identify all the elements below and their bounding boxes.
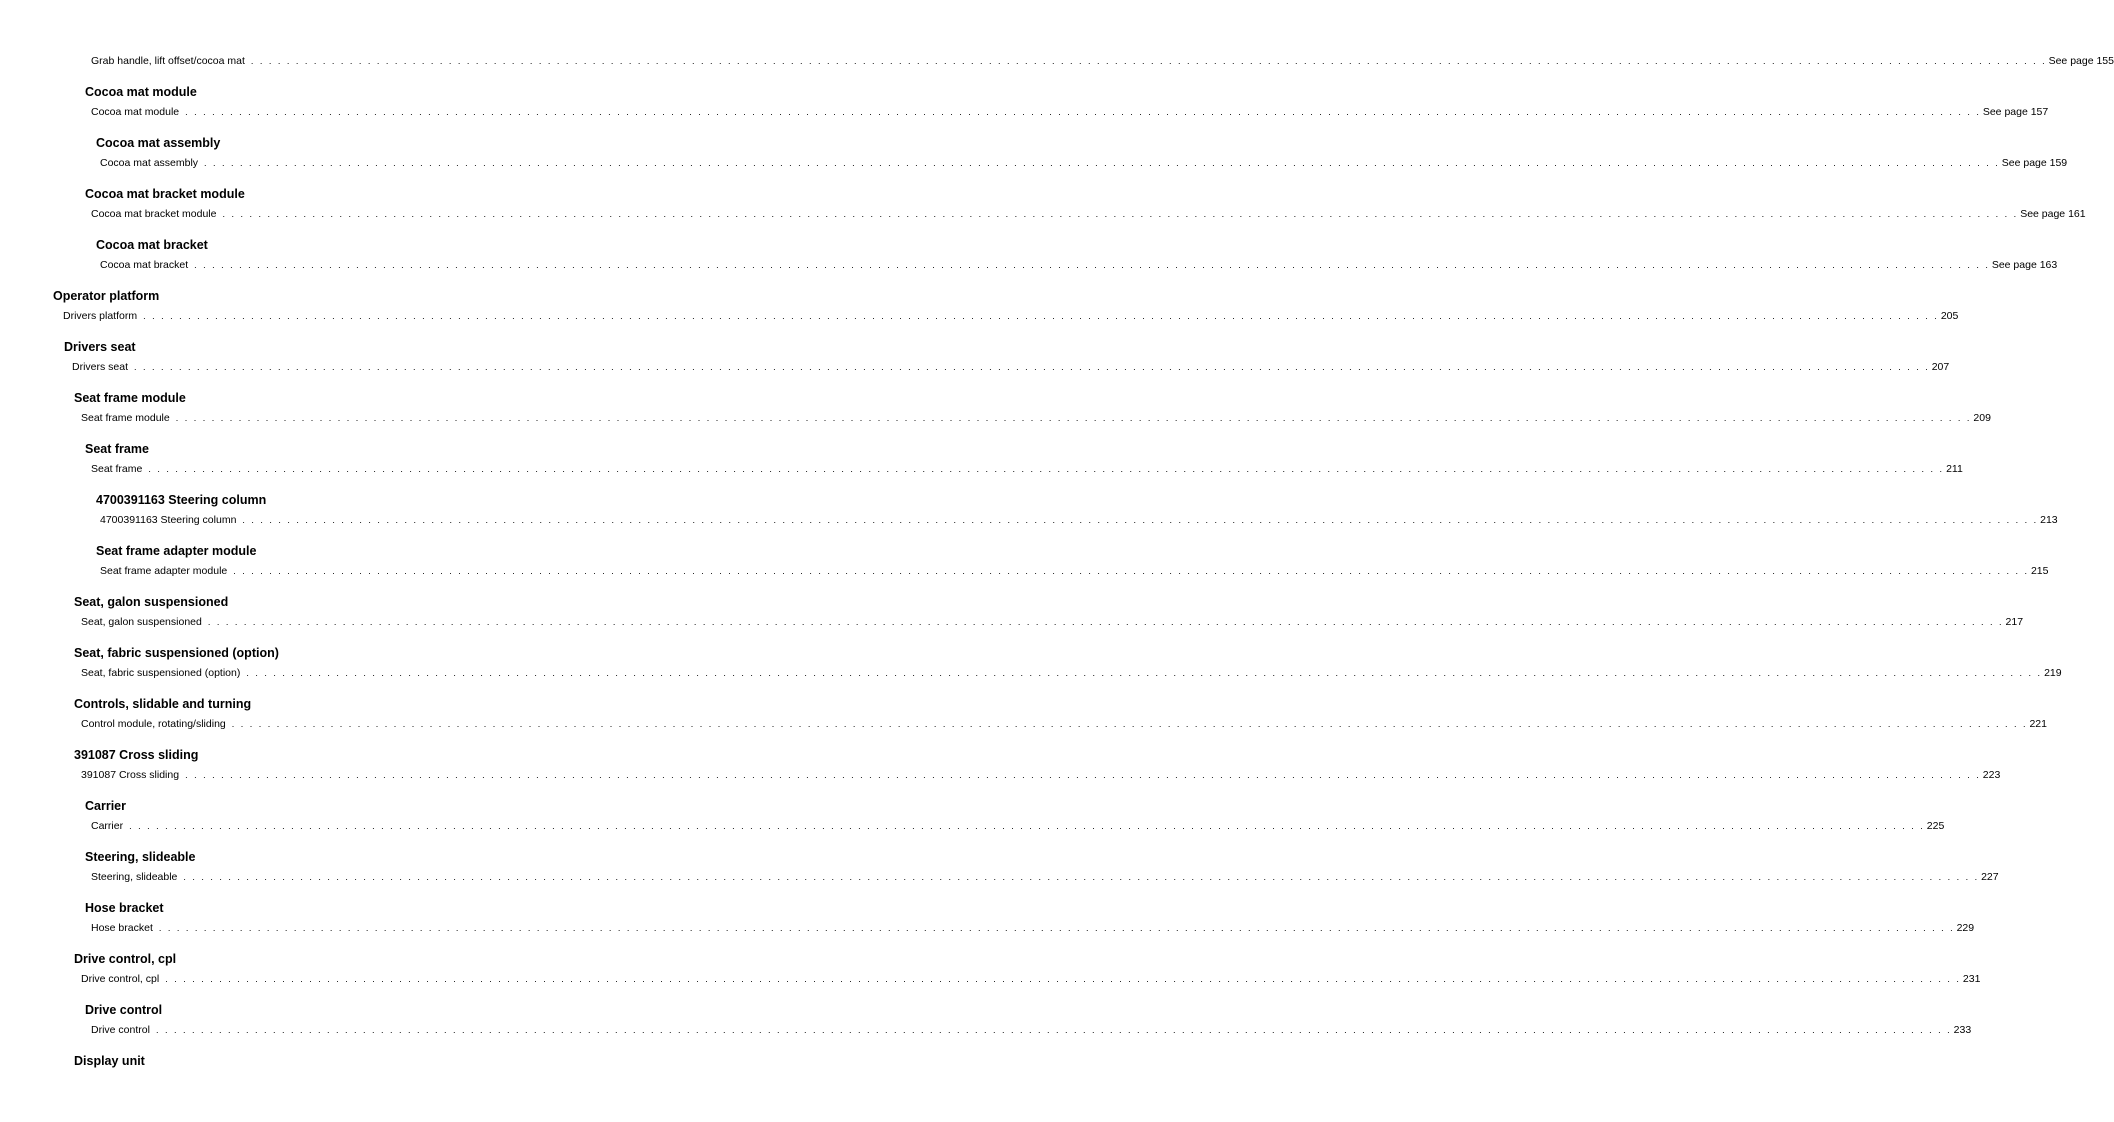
toc-entry-label: 391087 Cross sliding [81,769,180,781]
dot-leader: . . . . . . . . . . . . . . . . . . . . . . . . . . . . . . . . . . . . . . . . . . . . . . . . . . . . . . . . . . . . . . . . . . . . . . . . . . . . . . . . . . . . . . . . . . . . . . . . . . . . . . . . . . . . . . . . . . . . . . . . . . . . . . . . . . . . . . . . . . . . . . . . . . . . . . . . . . . . . . . . . . . . . . . . . . . . . . . . . . . . . . . . . . . . . . . . . . . . . . . . [250,56,2047,66]
toc-entry-label: 4700391163 Steering column [100,514,237,526]
toc-entry-label: Seat frame adapter module [100,565,228,577]
page-reference: 223 [1982,769,2001,781]
toc-entry[interactable] [100,156,2068,170]
toc-entry-label: Drivers platform [63,310,138,322]
page-reference: 209 [1973,412,1991,424]
section-heading: Drive control, cpl [74,952,177,966]
toc-entry[interactable] [91,462,1963,476]
page-reference: 219 [2044,667,2062,679]
dot-leader: . . . . . . . . . . . . . . . . . . . . . . . . . . . . . . . . . . . . . . . . . . . . . . . . . . . . . . . . . . . . . . . . . . . . . . . . . . . . . . . . . . . . . . . . . . . . . . . . . . . . . . . . . . . . . . . . . . . . . . . . . . . . . . . . . . . . . . . . . . . . . . . . . . . . . . . . . . . . . . . . . . . . . . . . . . . . . . . . . . . . . . . . . . . . . . . . . . . . . . . . [165,974,1961,984]
dot-leader: . . . . . . . . . . . . . . . . . . . . . . . . . . . . . . . . . . . . . . . . . . . . . . . . . . . . . . . . . . . . . . . . . . . . . . . . . . . . . . . . . . . . . . . . . . . . . . . . . . . . . . . . . . . . . . . . . . . . . . . . . . . . . . . . . . . . . . . . . . . . . . . . . . . . . . . . . . . . . . . . . . . . . . . . . . . . . . . . . . . . . . . . . . . . . . . . . . . . . . . . [231,719,2028,729]
toc-entry[interactable] [81,615,2024,629]
toc-entry-label: Hose bracket [91,922,153,934]
page-reference: 207 [1931,361,1950,373]
toc-entry[interactable] [81,717,2047,731]
dot-leader: . . . . . . . . . . . . . . . . . . . . . . . . . . . . . . . . . . . . . . . . . . . . . . . . . . . . . . . . . . . . . . . . . . . . . . . . . . . . . . . . . . . . . . . . . . . . . . . . . . . . . . . . . . . . . . . . . . . . . . . . . . . . . . . . . . . . . . . . . . . . . . . . . . . . . . . . . . . . . . . . . . . . . . . . . . . . . . . . . . . . . . . . . . . . . . . . . . . . . . . . [242,515,2039,525]
toc-entry[interactable] [63,309,1959,323]
toc-entry-label: Drive control [91,1024,150,1036]
toc-entry[interactable] [91,207,2086,221]
toc-entry-label: Cocoa mat module [91,106,180,118]
toc-entry-label: Seat, fabric suspensioned (option) [81,667,241,679]
section-heading: 4700391163 Steering column [96,493,267,507]
toc-entry-label: Carrier [91,820,124,832]
dot-leader: . . . . . . . . . . . . . . . . . . . . . . . . . . . . . . . . . . . . . . . . . . . . . . . . . . . . . . . . . . . . . . . . . . . . . . . . . . . . . . . . . . . . . . . . . . . . . . . . . . . . . . . . . . . . . . . . . . . . . . . . . . . . . . . . . . . . . . . . . . . . . . . . . . . . . . . . . . . . . . . . . . . . . . . . . . . . . . . . . . . . . . . . . . . . . . . . . . . . . . . . [143,311,1939,321]
section-heading: Drivers seat [64,340,136,354]
toc-entry[interactable] [91,54,2114,68]
section-heading: Controls, slidable and turning [74,697,252,711]
section-heading: Cocoa mat bracket module [85,187,245,201]
toc-entry[interactable] [91,870,1999,884]
toc-entry[interactable] [91,105,2049,119]
section-heading: Seat frame [85,442,149,456]
section-heading: Seat, galon suspensioned [74,595,229,609]
dot-leader: . . . . . . . . . . . . . . . . . . . . . . . . . . . . . . . . . . . . . . . . . . . . . . . . . . . . . . . . . . . . . . . . . . . . . . . . . . . . . . . . . . . . . . . . . . . . . . . . . . . . . . . . . . . . . . . . . . . . . . . . . . . . . . . . . . . . . . . . . . . . . . . . . . . . . . . . . . . . . . . . . . . . . . . . . . . . . . . . . . . . . . . . . . . . . . . . . . . . . . . . [194,260,1990,270]
toc-entry[interactable] [100,258,2058,272]
toc-entry[interactable] [91,1023,1972,1037]
section-heading: Cocoa mat module [85,85,197,99]
section-heading: Seat, fabric suspensioned (option) [74,646,279,660]
toc-entry[interactable] [100,513,2058,527]
page-reference: 225 [1926,820,1945,832]
toc-entry-label: Control module, rotating/sliding [81,718,226,730]
dot-leader: . . . . . . . . . . . . . . . . . . . . . . . . . . . . . . . . . . . . . . . . . . . . . . . . . . . . . . . . . . . . . . . . . . . . . . . . . . . . . . . . . . . . . . . . . . . . . . . . . . . . . . . . . . . . . . . . . . . . . . . . . . . . . . . . . . . . . . . . . . . . . . . . . . . . . . . . . . . . . . . . . . . . . . . . . . . . . . . . . . . . . . . . . . . . . . . . . . . . . . . . [204,158,2000,168]
section-heading: 391087 Cross sliding [74,748,199,762]
page-reference: 213 [2040,514,2058,526]
dot-leader: . . . . . . . . . . . . . . . . . . . . . . . . . . . . . . . . . . . . . . . . . . . . . . . . . . . . . . . . . . . . . . . . . . . . . . . . . . . . . . . . . . . . . . . . . . . . . . . . . . . . . . . . . . . . . . . . . . . . . . . . . . . . . . . . . . . . . . . . . . . . . . . . . . . . . . . . . . . . . . . . . . . . . . . . . . . . . . . . . . . . . . . . . . . . . . . . . . . . . . . . [175,413,1972,423]
page-reference: 227 [1981,871,1999,883]
section-heading: Carrier [85,799,126,813]
toc-entry-label: Steering, slideable [91,871,178,883]
toc-entry[interactable] [81,768,2001,782]
toc-entry[interactable] [72,360,1950,374]
section-heading: Cocoa mat assembly [96,136,221,150]
dot-leader: . . . . . . . . . . . . . . . . . . . . . . . . . . . . . . . . . . . . . . . . . . . . . . . . . . . . . . . . . . . . . . . . . . . . . . . . . . . . . . . . . . . . . . . . . . . . . . . . . . . . . . . . . . . . . . . . . . . . . . . . . . . . . . . . . . . . . . . . . . . . . . . . . . . . . . . . . . . . . . . . . . . . . . . . . . . . . . . . . . . . . . . . . . . . . . . . . . . . . . . . [185,107,1981,117]
page-reference: 231 [1962,973,1981,985]
section-heading: Display unit [74,1054,145,1068]
dot-leader: . . . . . . . . . . . . . . . . . . . . . . . . . . . . . . . . . . . . . . . . . . . . . . . . . . . . . . . . . . . . . . . . . . . . . . . . . . . . . . . . . . . . . . . . . . . . . . . . . . . . . . . . . . . . . . . . . . . . . . . . . . . . . . . . . . . . . . . . . . . . . . . . . . . . . . . . . . . . . . . . . . . . . . . . . . . . . . . . . . . . . . . . . . . . . . . . . . . . . . . . [148,464,1945,474]
page-reference: See page 161 [2020,208,2086,220]
page-reference: 233 [1953,1024,1972,1036]
toc-entry-label: Seat frame module [81,412,170,424]
page-reference: See page 163 [1991,259,2058,271]
section-heading: Drive control [85,1003,163,1017]
toc-entry-label: Seat, galon suspensioned [81,616,202,628]
toc-entry-label: Seat frame [91,463,143,475]
toc-entry-label: Grab handle, lift offset/cocoa mat [91,55,245,67]
page-reference: See page 157 [1982,106,2049,118]
page-reference: 205 [1940,310,1959,322]
section-heading: Cocoa mat bracket [96,238,208,252]
dot-leader: . . . . . . . . . . . . . . . . . . . . . . . . . . . . . . . . . . . . . . . . . . . . . . . . . . . . . . . . . . . . . . . . . . . . . . . . . . . . . . . . . . . . . . . . . . . . . . . . . . . . . . . . . . . . . . . . . . . . . . . . . . . . . . . . . . . . . . . . . . . . . . . . . . . . . . . . . . . . . . . . . . . . . . . . . . . . . . . . . . . . . . . . . . . . . . . . . . . . . . . . [134,362,1930,372]
page-reference: See page 159 [2001,157,2068,169]
toc-entry[interactable] [81,666,2062,680]
dot-leader: . . . . . . . . . . . . . . . . . . . . . . . . . . . . . . . . . . . . . . . . . . . . . . . . . . . . . . . . . . . . . . . . . . . . . . . . . . . . . . . . . . . . . . . . . . . . . . . . . . . . . . . . . . . . . . . . . . . . . . . . . . . . . . . . . . . . . . . . . . . . . . . . . . . . . . . . . . . . . . . . . . . . . . . . . . . . . . . . . . . . . . . . . . . . . . . . . . . . . . . . [233,566,2029,576]
toc-entry[interactable] [100,564,2049,578]
toc-entry-label: Cocoa mat bracket module [91,208,217,220]
section-heading: Operator platform [53,289,160,303]
page-reference: 229 [1956,922,1975,934]
toc-entry-label: Drivers seat [72,361,129,373]
toc-entry-label: Cocoa mat assembly [100,157,199,169]
page-reference: 217 [2005,616,2024,628]
dot-leader: . . . . . . . . . . . . . . . . . . . . . . . . . . . . . . . . . . . . . . . . . . . . . . . . . . . . . . . . . . . . . . . . . . . . . . . . . . . . . . . . . . . . . . . . . . . . . . . . . . . . . . . . . . . . . . . . . . . . . . . . . . . . . . . . . . . . . . . . . . . . . . . . . . . . . . . . . . . . . . . . . . . . . . . . . . . . . . . . . . . . . . . . . . . . . . . . . . . . . . . . [207,617,2004,627]
dot-leader: . . . . . . . . . . . . . . . . . . . . . . . . . . . . . . . . . . . . . . . . . . . . . . . . . . . . . . . . . . . . . . . . . . . . . . . . . . . . . . . . . . . . . . . . . . . . . . . . . . . . . . . . . . . . . . . . . . . . . . . . . . . . . . . . . . . . . . . . . . . . . . . . . . . . . . . . . . . . . . . . . . . . . . . . . . . . . . . . . . . . . . . . . . . . . . . . . . . . . . . . [246,668,2043,678]
section-heading: Seat frame module [74,391,186,405]
toc-entry[interactable] [81,411,1991,425]
dot-leader: . . . . . . . . . . . . . . . . . . . . . . . . . . . . . . . . . . . . . . . . . . . . . . . . . . . . . . . . . . . . . . . . . . . . . . . . . . . . . . . . . . . . . . . . . . . . . . . . . . . . . . . . . . . . . . . . . . . . . . . . . . . . . . . . . . . . . . . . . . . . . . . . . . . . . . . . . . . . . . . . . . . . . . . . . . . . . . . . . . . . . . . . . . . . . . . . . . . . . . . . [158,923,1955,933]
dot-leader: . . . . . . . . . . . . . . . . . . . . . . . . . . . . . . . . . . . . . . . . . . . . . . . . . . . . . . . . . . . . . . . . . . . . . . . . . . . . . . . . . . . . . . . . . . . . . . . . . . . . . . . . . . . . . . . . . . . . . . . . . . . . . . . . . . . . . . . . . . . . . . . . . . . . . . . . . . . . . . . . . . . . . . . . . . . . . . . . . . . . . . . . . . . . . . . . . . . . . . . . [129,821,1925,831]
toc-entry-label: Drive control, cpl [81,973,160,985]
page-reference: 221 [2029,718,2047,730]
section-heading: Seat frame adapter module [96,544,257,558]
toc-entry[interactable] [81,972,1981,986]
dot-leader: . . . . . . . . . . . . . . . . . . . . . . . . . . . . . . . . . . . . . . . . . . . . . . . . . . . . . . . . . . . . . . . . . . . . . . . . . . . . . . . . . . . . . . . . . . . . . . . . . . . . . . . . . . . . . . . . . . . . . . . . . . . . . . . . . . . . . . . . . . . . . . . . . . . . . . . . . . . . . . . . . . . . . . . . . . . . . . . . . . . . . . . . . . . . . . . . . . . . . . . . [155,1025,1952,1035]
dot-leader: . . . . . . . . . . . . . . . . . . . . . . . . . . . . . . . . . . . . . . . . . . . . . . . . . . . . . . . . . . . . . . . . . . . . . . . . . . . . . . . . . . . . . . . . . . . . . . . . . . . . . . . . . . . . . . . . . . . . . . . . . . . . . . . . . . . . . . . . . . . . . . . . . . . . . . . . . . . . . . . . . . . . . . . . . . . . . . . . . . . . . . . . . . . . . . . . . . . . . . . . [222,209,2019,219]
toc-entry[interactable] [91,921,1975,935]
section-heading: Steering, slideable [85,850,196,864]
dot-leader: . . . . . . . . . . . . . . . . . . . . . . . . . . . . . . . . . . . . . . . . . . . . . . . . . . . . . . . . . . . . . . . . . . . . . . . . . . . . . . . . . . . . . . . . . . . . . . . . . . . . . . . . . . . . . . . . . . . . . . . . . . . . . . . . . . . . . . . . . . . . . . . . . . . . . . . . . . . . . . . . . . . . . . . . . . . . . . . . . . . . . . . . . . . . . . . . . . . . . . . . [183,872,1980,882]
toc-entry[interactable] [91,819,1945,833]
toc-entry-label: Cocoa mat bracket [100,259,189,271]
section-heading: Hose bracket [85,901,164,915]
page-reference: 211 [1946,463,1963,475]
dot-leader: . . . . . . . . . . . . . . . . . . . . . . . . . . . . . . . . . . . . . . . . . . . . . . . . . . . . . . . . . . . . . . . . . . . . . . . . . . . . . . . . . . . . . . . . . . . . . . . . . . . . . . . . . . . . . . . . . . . . . . . . . . . . . . . . . . . . . . . . . . . . . . . . . . . . . . . . . . . . . . . . . . . . . . . . . . . . . . . . . . . . . . . . . . . . . . . . . . . . . . . . [185,770,1981,780]
page-reference: 215 [2030,565,2049,577]
page-reference: See page 155 [2048,55,2114,67]
